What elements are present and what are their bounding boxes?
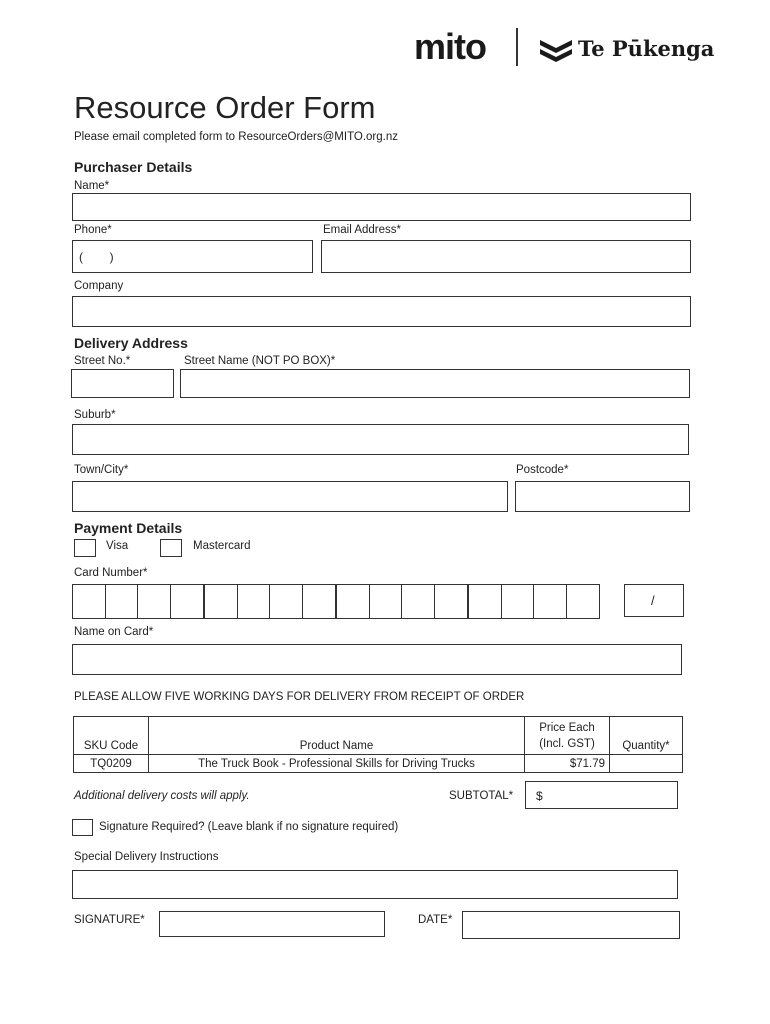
card-number-label: Card Number* <box>74 567 148 579</box>
street-no-field[interactable] <box>71 369 174 398</box>
phone-field[interactable] <box>72 240 313 273</box>
email-label: Email Address* <box>323 224 401 236</box>
town-field[interactable] <box>72 481 508 512</box>
card-digit-cell[interactable] <box>336 584 370 619</box>
phone-area-code: ( ) <box>79 250 114 264</box>
subtotal-field[interactable] <box>525 781 678 809</box>
page-title: Resource Order Form <box>74 90 376 125</box>
street-name-label: Street Name (NOT PO BOX)* <box>184 355 336 367</box>
signature-field[interactable] <box>159 911 385 937</box>
email-field[interactable] <box>321 240 691 273</box>
table-header-row <box>74 717 683 755</box>
date-field[interactable] <box>462 911 680 939</box>
company-label: Company <box>74 280 124 292</box>
name-on-card-label: Name on Card* <box>74 626 154 638</box>
card-digit-cell[interactable] <box>302 584 336 619</box>
card-digit-cell[interactable] <box>369 584 403 619</box>
company-field[interactable] <box>72 296 691 327</box>
card-digit-cell[interactable] <box>237 584 271 619</box>
postcode-field[interactable] <box>515 481 690 512</box>
card-digit-cell[interactable] <box>533 584 567 619</box>
visa-label: Visa <box>106 540 129 552</box>
signature-required-label: Signature Required? (Leave blank if no signature required) <box>99 821 399 833</box>
signature-label: SIGNATURE* <box>74 914 145 926</box>
date-label: DATE* <box>418 914 453 926</box>
card-digit-cell[interactable] <box>72 584 106 619</box>
mastercard-label: Mastercard <box>193 540 251 552</box>
product-header: Product Name <box>149 717 525 755</box>
name-label: Name* <box>74 180 110 192</box>
delivery-costs-note: Additional delivery costs will apply. <box>74 790 250 802</box>
phone-label: Phone* <box>74 224 112 236</box>
signature-required-checkbox[interactable] <box>72 819 93 836</box>
te-pukenga-logo-text: Te Pūkenga <box>578 36 715 61</box>
card-digit-cell[interactable] <box>204 584 238 619</box>
price-cell: $71.79 <box>525 755 610 773</box>
product-cell: The Truck Book - Professional Skills for Driving Trucks <box>149 755 525 773</box>
street-name-field[interactable] <box>180 369 690 398</box>
card-digit-cell[interactable] <box>566 584 600 619</box>
payment-details-heading: Payment Details <box>74 520 183 536</box>
price-header-line2: (Incl. GST) <box>539 738 595 750</box>
quantity-cell[interactable] <box>610 755 683 773</box>
subtotal-currency: $ <box>536 789 543 803</box>
price-header-line1: Price Each <box>539 722 595 734</box>
suburb-label: Suburb* <box>74 409 116 421</box>
special-instructions-label: Special Delivery Instructions <box>74 851 219 863</box>
card-digit-cell[interactable] <box>434 584 468 619</box>
expiry-separator: / <box>651 593 655 608</box>
visa-checkbox[interactable] <box>74 539 96 557</box>
card-digit-cell[interactable] <box>105 584 139 619</box>
card-digit-cell[interactable] <box>468 584 502 619</box>
purchaser-details-heading: Purchaser Details <box>74 159 193 175</box>
sku-cell: TQ0209 <box>74 755 149 773</box>
logo-divider <box>516 28 518 66</box>
town-label: Town/City* <box>74 464 129 476</box>
name-field[interactable] <box>72 193 691 221</box>
delivery-notice: PLEASE ALLOW FIVE WORKING DAYS FOR DELIVERY FROM RECEIPT OF ORDER <box>74 691 525 703</box>
table-row <box>74 755 683 773</box>
card-expiry-field[interactable] <box>624 584 684 617</box>
card-digit-cell[interactable] <box>269 584 303 619</box>
suburb-field[interactable] <box>72 424 689 455</box>
subtotal-label: SUBTOTAL* <box>449 790 514 802</box>
mastercard-checkbox[interactable] <box>160 539 182 557</box>
quantity-header: Quantity* <box>610 717 683 755</box>
card-digit-cell[interactable] <box>170 584 204 619</box>
mito-logo: mito <box>414 26 486 67</box>
te-pukenga-logo-icon <box>538 36 574 64</box>
price-header <box>525 717 610 755</box>
card-digit-cell[interactable] <box>501 584 535 619</box>
card-digit-cell[interactable] <box>137 584 171 619</box>
card-digit-cell[interactable] <box>401 584 435 619</box>
email-instruction: Please email completed form to ResourceOrders@MITO.org.nz <box>74 131 398 143</box>
name-on-card-field[interactable] <box>72 644 682 675</box>
street-no-label: Street No.* <box>74 355 131 367</box>
postcode-label: Postcode* <box>516 464 569 476</box>
delivery-address-heading: Delivery Address <box>74 335 188 351</box>
special-instructions-field[interactable] <box>72 870 678 899</box>
sku-header: SKU Code <box>74 717 149 755</box>
order-table <box>73 716 683 773</box>
card-number-field[interactable] <box>72 584 600 619</box>
